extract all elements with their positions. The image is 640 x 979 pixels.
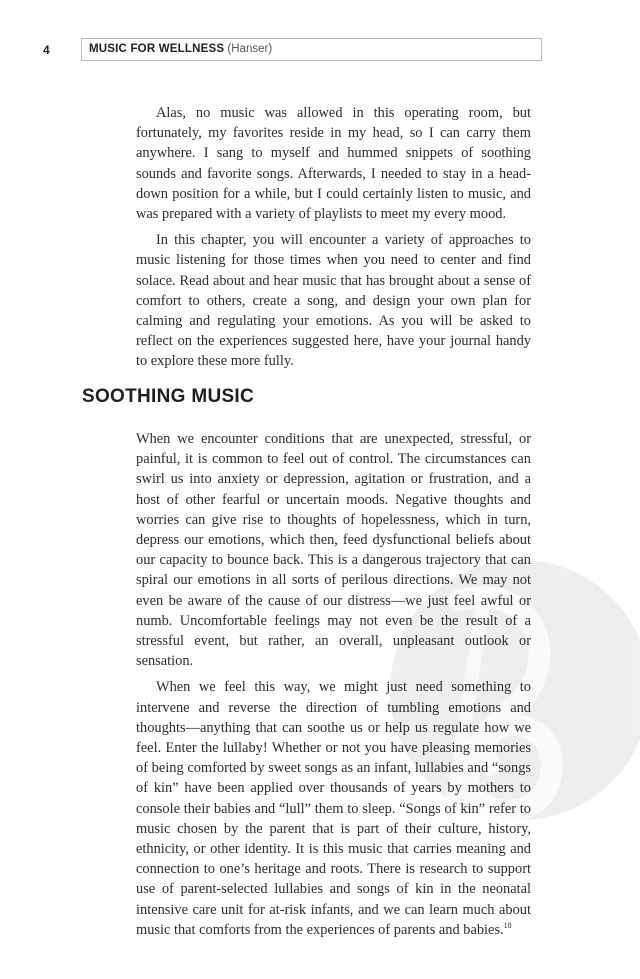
book-title: MUSIC FOR WELLNESS (89, 43, 225, 55)
running-head (0, 38, 640, 64)
header-box (81, 38, 542, 61)
footnote-reference[interactable]: 18 (503, 921, 512, 931)
paragraph-text: When we feel this way, we might just need something to intervene and reverse the direction of tumbling emotions and thoughts—anything that can soothe us or help us regulate how we feel. Enter the lullaby! Whether or not you have pleasing memories of being comforted by sweet songs as an infant, lullabies and “songs of kin” have been applied over thousands of years by mothers to console their babies and “lull” them to sleep. “Songs of kin” refer to music chosen by the parent that is part of their culture, history, ethnicity, or other identity. It is this music that carries meaning and connection to one’s heritage and roots. There is research to support use of parent-selected lullabies and songs of kin in the neonatal intensive care unit for at-risk infants, and we can learn much about music that comforts from the experiences of parents and babies. (136, 679, 531, 938)
page-number: 4 (43, 43, 50, 57)
intro-section (136, 103, 531, 378)
paragraph-with-footnote (136, 677, 531, 940)
soothing-music-section (136, 429, 531, 946)
paragraph: In this chapter, you will encounter a variety of approaches to music listening for those times when you need to center and find solace. Read about and hear music that has brought about a sense of comfort to others, create a song, and design your own plan for calming and regulating your emotions. As you will be asked to reflect on the experiences suggested here, have your journal handy to explore these more fully. (136, 232, 531, 370)
author-name: (Hanser) (227, 43, 273, 55)
paragraph: When we encounter conditions that are unexpected, stressful, or painful, it is common to feel out of control. The circumstances can swirl us into anxiety or depression, agitation or frustration, and a host of other fearful or uncertain moods. Negative thoughts and worries can give rise to thoughts of hopelessness, which in turn, depress our emotions, which then, feed dysfunctional beliefs about our capacity to bounce back. This is a dangerous trajectory that can spiral our emotions in all sorts of perilous directions. We may not even be aware of the cause of our distress—we just feel awful or numb. Uncomfortable feelings may not even be the result of a stressful event, but rather, an overall, unpleasant outlook or sensation. (136, 431, 531, 670)
paragraph: Alas, no music was allowed in this operating room, but fortunately, my favorites reside in my head, so I can carry them anywhere. I sang to myself and hummed snippets of soothing sounds and favorite songs. Afterwards, I needed to stay in a head-down position for a while, but I could certainly listen to music, and was prepared with a variety of playlists to meet my every mood. (136, 105, 531, 223)
section-heading: SOOTHING MUSIC (82, 386, 255, 407)
